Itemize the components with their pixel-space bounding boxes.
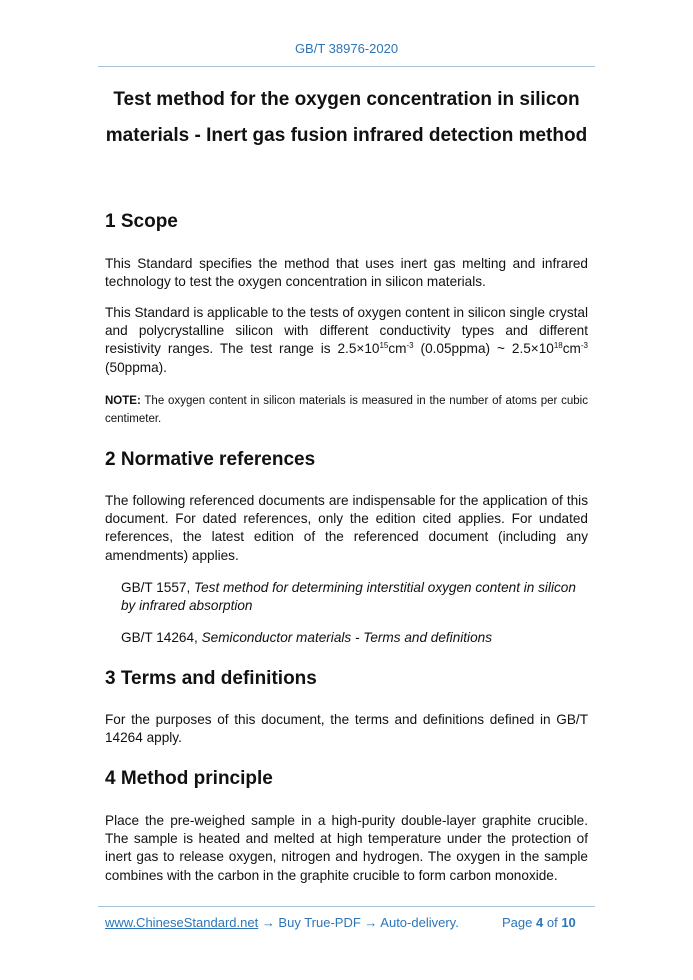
text: (0.05ppma) ~ 2.5×10 [413, 341, 554, 357]
text: This Standard is applicable to the tests of oxygen content in silicon single crystal and polycrystalline silicon with different conductivity types and different resistivity ranges. The test range is 2.5×10 [105, 305, 588, 357]
current-page: 4 [536, 915, 544, 930]
reference-item [121, 629, 588, 647]
section-heading-scope: 1 Scope [105, 211, 178, 232]
title-line-2: materials - Inert gas fusion infrared detection method [105, 125, 588, 146]
title-line-1: Test method for the oxygen concentration in silicon [113, 89, 580, 110]
scope-paragraph-2 [105, 304, 588, 377]
scope-paragraph-1: This Standard specifies the method that uses inert gas melting and infrared technology to test the oxygen concentration in silicon materials. [105, 256, 588, 290]
note-text: The oxygen content in silicon materials is measured in the number of atoms per cubic centimeter. [105, 395, 588, 425]
header-divider [98, 66, 595, 67]
superscript: 18 [553, 341, 563, 351]
footer-promo [105, 915, 459, 930]
superscript: 15 [379, 341, 389, 351]
text: (50ppma). [105, 359, 167, 375]
footer-promo-text: → Buy True-PDF → Auto-delivery. [258, 915, 459, 930]
page-label: Page [502, 915, 533, 930]
text: cm [562, 341, 581, 357]
reference-title: Semiconductor materials - Terms and definitions [201, 630, 492, 645]
normative-paragraph: The following referenced documents are indispensable for the application of this document. For dated references, only the edition cited applies. For undated references, the latest edition of the referenced document (including any amendments) applies. [105, 493, 588, 563]
section-heading-method-principle: 4 Method principle [105, 768, 273, 789]
superscript: -3 [580, 341, 588, 351]
total-pages: 10 [561, 915, 576, 930]
note-label: NOTE: [105, 395, 141, 407]
page-indicator [502, 915, 576, 930]
reference-title: Test method for determining interstitial oxygen content in silicon by infrared absorption [121, 580, 576, 614]
scope-note [105, 392, 588, 428]
reference-code: GB/T 1557, [121, 580, 195, 595]
document-title [90, 82, 603, 154]
method-paragraph: Place the pre-weighed sample in a high-purity double-layer graphite crucible. The sample is heated and melted at high temperature under the protection of inert gas to release oxygen, nitrogen and hydrogen. The oxygen in the sample combines with the carbon in the graphite crucible to form carbon monoxide. [105, 813, 588, 883]
footer-divider [98, 906, 595, 907]
section-heading-normative-references: 2 Normative references [105, 449, 316, 470]
reference-item [121, 579, 588, 615]
text: cm [388, 341, 407, 357]
of-label: of [546, 915, 558, 930]
terms-paragraph: For the purposes of this document, the terms and definitions defined in GB/T 14264 apply. [105, 712, 588, 746]
section-heading-terms: 3 Terms and definitions [105, 668, 317, 689]
reference-code: GB/T 14264, [121, 630, 202, 645]
document-code-header: GB/T 38976-2020 [294, 41, 399, 56]
website-link[interactable]: www.ChineseStandard.net [105, 915, 259, 930]
superscript: -3 [406, 341, 414, 351]
